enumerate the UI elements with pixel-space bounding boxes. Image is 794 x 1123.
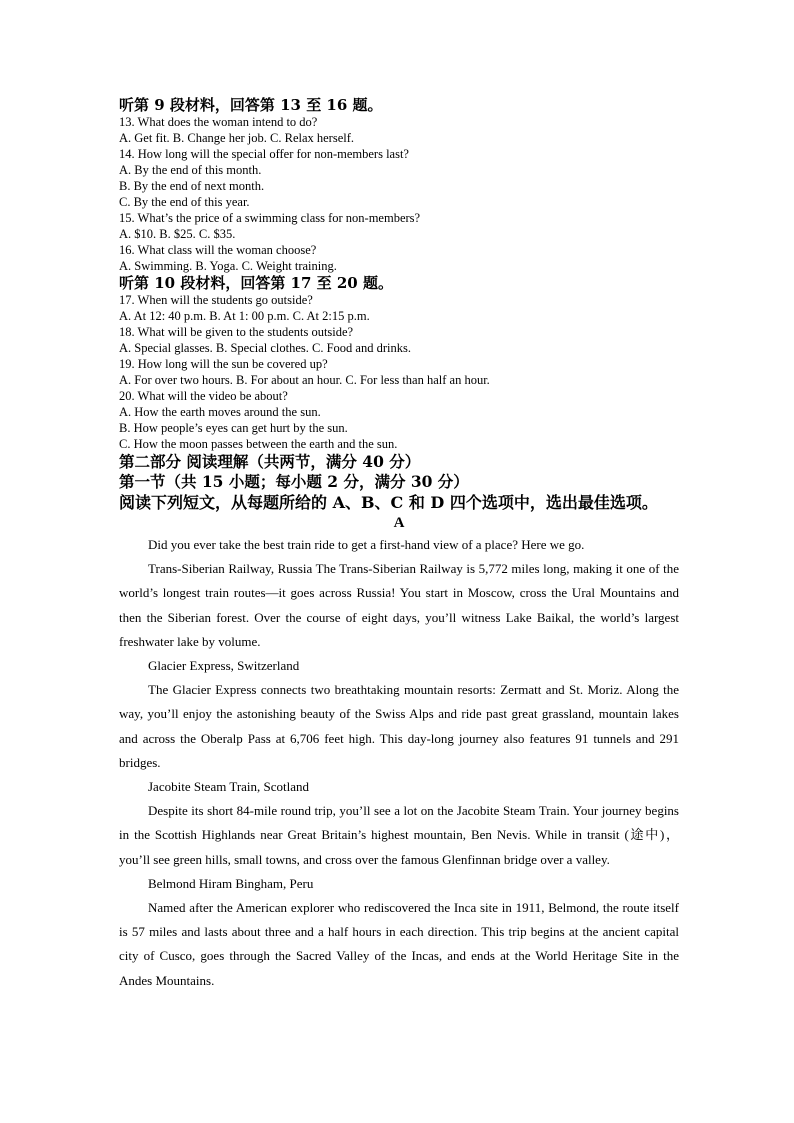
passage-intro: Did you ever take the best train ride to get a first-hand view of a place? Here we go. — [148, 537, 585, 552]
option-line: C. By the end of this year. — [119, 195, 250, 209]
option-line: B. By the end of next month. — [119, 179, 265, 193]
option-line: B. How people’s eyes can get hurt by the sun. — [119, 421, 348, 435]
belmond-title: Belmond Hiram Bingham, Peru — [148, 875, 314, 891]
question-line: 16. What class will the woman choose? — [119, 243, 317, 257]
reading-section-heading: 第一节（共 15 小题；每小题 2 分，满分 30 分） — [119, 472, 469, 491]
section9-heading: 听第 9 段材料，回答第 13 至 16 题。 — [119, 96, 383, 114]
belmond-paragraph: Named after the American explorer who rediscovered the Inca site in 1911, Belmond, the route itself is 57 miles and lasts about three and a half hours in each direction. This trip begins at the ancient capital city of Cusco, goes through the Sacred Valley of the Incas, and ends at the World Heritage Site in the Andes Mountains. — [119, 900, 679, 988]
reading-part-heading: 第二部分 阅读理解（共两节，满分 40 分） — [119, 452, 421, 471]
glacier-express-paragraph: The Glacier Express connects two breathtaking mountain resorts: Zermatt and St. Moriz. Along the way, you’ll enjoy the astonishing beauty of the Swiss Alps and ride past great grassland, mountain lakes and across the Oberalp Pass at 6,706 feet high. This day-long journey also features 91 tunnels and 291 bridges. — [119, 682, 679, 770]
question-line: 19. How long will the sun be covered up? — [119, 357, 328, 371]
question-line: 13. What does the woman intend to do? — [119, 115, 318, 129]
reading-instruction: 阅读下列短文，从每题所给的 A、B、C 和 D 四个选项中，选出最佳选项。 — [119, 493, 658, 512]
section10-questions — [119, 292, 679, 452]
question-line: 18. What will be given to the students outside? — [119, 325, 354, 339]
passage-label: A — [393, 515, 405, 531]
trans-siberian-paragraph: Trans-Siberian Railway, Russia The Trans-Siberian Railway is 5,772 miles long, making it one of the world’s longest train routes—it goes across Russia! You start in Moscow, cross the Ural Mountains and then the Siberian forest. Over the course of eight days, you’ll witness Lake Baikal, the world’s largest freshwater lake by volume. — [119, 561, 679, 649]
option-line: C. How the moon passes between the earth and the sun. — [119, 437, 398, 451]
option-line: A. By the end of this month. — [119, 163, 262, 177]
glacier-express-title: Glacier Express, Switzerland — [148, 658, 300, 674]
option-line: A. Swimming. B. Yoga. C. Weight training. — [119, 259, 337, 273]
question-line: 14. How long will the special offer for non-members last? — [119, 147, 409, 161]
jacobite-paragraph: Despite its short 84-mile round trip, you’ll see a lot on the Jacobite Steam Train. Your journey begins in the Scottish Highlands near Great Britain’s highest mountain, Ben Nevis. While in transit (途中)，you’ll see green hills, small towns, and cross over the famous Glenfinnan bridge over a valley. — [119, 803, 679, 867]
jacobite-title: Jacobite Steam Train, Scotland — [148, 779, 310, 795]
option-line: A. How the earth moves around the sun. — [119, 405, 321, 419]
option-line: A. Get fit. B. Change her job. C. Relax herself. — [119, 131, 355, 145]
option-line: A. At 12: 40 p.m. B. At 1: 00 p.m. C. At 2:15 p.m. — [119, 309, 370, 323]
section10-heading: 听第 10 段材料，回答第 17 至 20 题。 — [119, 274, 393, 292]
option-line: A. For over two hours. B. For about an hour. C. For less than half an hour. — [119, 373, 490, 387]
question-line: 17. When will the students go outside? — [119, 293, 313, 307]
option-line: A. Special glasses. B. Special clothes. C. Food and drinks. — [119, 341, 411, 355]
question-line: 20. What will the video be about? — [119, 389, 288, 403]
exam-page — [119, 96, 679, 993]
option-line: A. $10. B. $25. C. $35. — [119, 227, 236, 241]
question-line: 15. What’s the price of a swimming class for non-members? — [119, 211, 421, 225]
section9-questions — [119, 114, 679, 274]
